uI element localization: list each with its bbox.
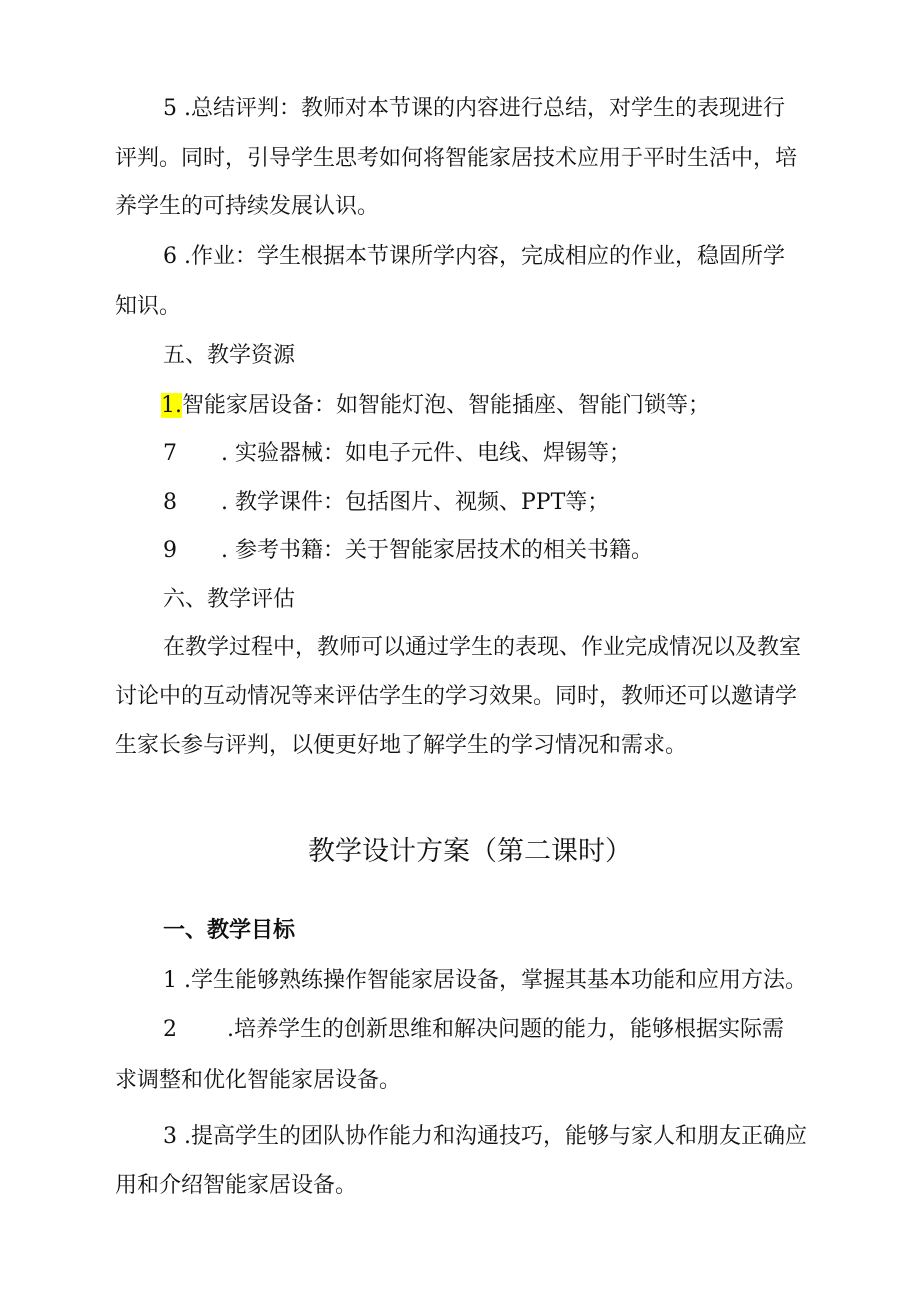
resource-item-2 bbox=[163, 439, 631, 469]
objective-2-text: .培养学生的创新思维和解决问题的能力，能够根据实际需 bbox=[227, 1017, 784, 1042]
heading-teaching-evaluation: 六、教学评估 bbox=[163, 587, 296, 612]
resource-item-2-number: 7 bbox=[163, 441, 177, 466]
highlighted-number: 1. bbox=[161, 393, 182, 418]
paragraph-5-line-1: 5 .总结评判：教师对本节课的内容进行总结，对学生的表现进行 bbox=[163, 96, 785, 121]
resource-item-1-text: 智能家居设备：如智能灯泡、智能插座、智能门锁等； bbox=[182, 393, 711, 418]
evaluation-line-2: 讨论中的互动情况等来评估学生的学习效果。同时，教师还可以邀请学 bbox=[115, 684, 798, 709]
resource-item-3-number: 8 bbox=[163, 490, 177, 515]
objective-1: 1 .学生能够熟练操作智能家居设备，掌握其基本功能和应用方法。 bbox=[163, 968, 807, 993]
resource-item-2-text: . 实验器械：如电子元件、电线、焊锡等； bbox=[221, 441, 631, 466]
paragraph-6-line-1: 6 .作业：学生根据本节课所学内容，完成相应的作业，稳固所学 bbox=[163, 244, 785, 269]
resource-item-3-text: . 教学课件：包括图片、视频、PPT等； bbox=[221, 490, 610, 515]
paragraph-5-line-3: 养学生的可持续发展认识。 bbox=[115, 194, 380, 219]
section-title: 教学设计方案（第二课时） bbox=[308, 836, 632, 867]
paragraph-5-line-2: 评判。同时，引导学生思考如何将智能家居技术应用于平时生活中，培 bbox=[115, 146, 798, 171]
resource-item-4-text: . 参考书籍：关于智能家居技术的相关书籍。 bbox=[221, 538, 653, 563]
evaluation-line-3: 生家长参与评判，以便更好地了解学生的学习情况和需求。 bbox=[115, 733, 688, 758]
objective-2-number: 2 bbox=[163, 1017, 177, 1042]
resource-item-3 bbox=[163, 488, 609, 518]
objective-2-line-1 bbox=[163, 1015, 784, 1045]
evaluation-line-1: 在教学过程中，教师可以通过学生的表现、作业完成情况以及教室 bbox=[163, 635, 802, 660]
resource-item-4-number: 9 bbox=[163, 538, 177, 563]
objective-3-line-2: 用和介绍智能家居设备。 bbox=[115, 1173, 358, 1198]
resource-item-1 bbox=[161, 391, 710, 421]
paragraph-6-line-2: 知识。 bbox=[115, 294, 182, 319]
objective-2-line-2: 求调整和优化智能家居设备。 bbox=[115, 1068, 402, 1093]
heading-teaching-objectives: 一、教学目标 bbox=[163, 917, 296, 943]
heading-teaching-resources: 五、教学资源 bbox=[163, 343, 296, 368]
objective-3-line-1: 3 .提高学生的团队协作能力和沟通技巧，能够与家人和朋友正确应 bbox=[163, 1124, 807, 1149]
resource-item-4 bbox=[163, 536, 653, 566]
